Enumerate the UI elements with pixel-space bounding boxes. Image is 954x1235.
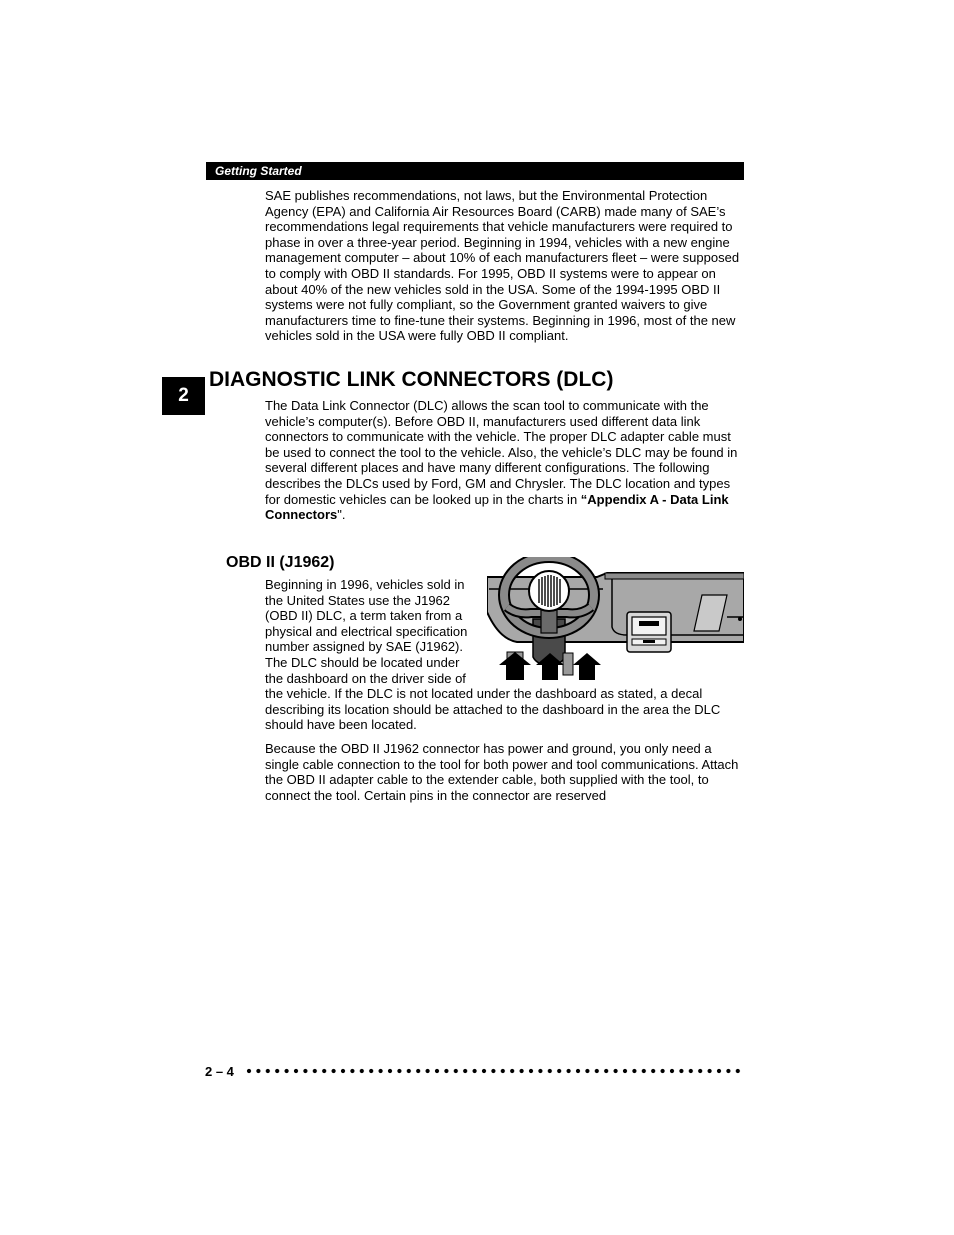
obd-paragraph-1-text: Beginning in 1996, vehicles sold in the United States use the J1962 (OBD II) DLC, a term taken from a physical and electrical specification number assigned by SAE (J1962). The DLC should be located under the dashboard on the driver side of the vehicle. If the DLC is not located under the dashboard as stated, a decal describing its location should be attached to the dashboard in the area the DLC should have been located.: [265, 577, 721, 733]
section-title: Getting Started: [215, 164, 302, 178]
obd-paragraph-2: Because the OBD II J1962 connector has power and ground, you only need a single cable connection to the tool for both power and tool communications. Attach the OBD II adapter cable to the extender cable, both supplied with the tool, to connect the tool. Certain pins in the connector are reserved: [265, 741, 739, 803]
page-number: 2 – 4: [205, 1064, 234, 1079]
dlc-body-end: ".: [337, 507, 346, 523]
footer-dot-leader: [246, 1066, 741, 1076]
section-header-bar: [206, 162, 744, 180]
dlc-body-text: The Data Link Connector (DLC) allows the scan tool to communicate with the vehicle’s computer(s). Before OBD II, manufacturers used different data link connectors to communicate with the vehicle. The proper DLC adapter cable must be used to connect the tool to the vehicle. Also, the vehicle’s DLC may be found in several different places and have many different configurations. The following describes the DLCs used by Ford, GM and Chrysler. The DLC location and types for domestic vehicles can be looked up in the charts in: [265, 398, 738, 507]
chapter-tab: 2: [162, 377, 205, 415]
obd-heading: OBD II (J1962): [226, 554, 335, 571]
appendix-reference: “Appendix A - Data Link Connectors: [265, 491, 729, 523]
dlc-heading: DIAGNOSTIC LINK CONNECTORS (DLC): [209, 368, 614, 391]
sae-intro-paragraph: SAE publishes recommendations, not laws, but the Environmental Protection Agency (EPA) and California Air Resources Board (CARB) made many of SAE’s recommendations legal requirements that vehicle manufacturers were required to phase in over a three-year period. Beginning in 1994, vehicles with a new engine management computer – about 10% of each manufacturers fleet – were supposed to comply with OBD II standards. For 1995, OBD II systems were to appear on about 40% of the new vehicles sold in the USA. Some of the 1994-1995 OBD II systems were not fully compliant, so the Government granted waivers to give manufacturers time to fine-tune their systems. Beginning in 1996, most of the new vehicles sold in the USA were fully OBD II compliant.: [265, 188, 740, 344]
dlc-paragraph: [265, 398, 743, 523]
dashboard-dlc-illustration: [487, 557, 744, 680]
